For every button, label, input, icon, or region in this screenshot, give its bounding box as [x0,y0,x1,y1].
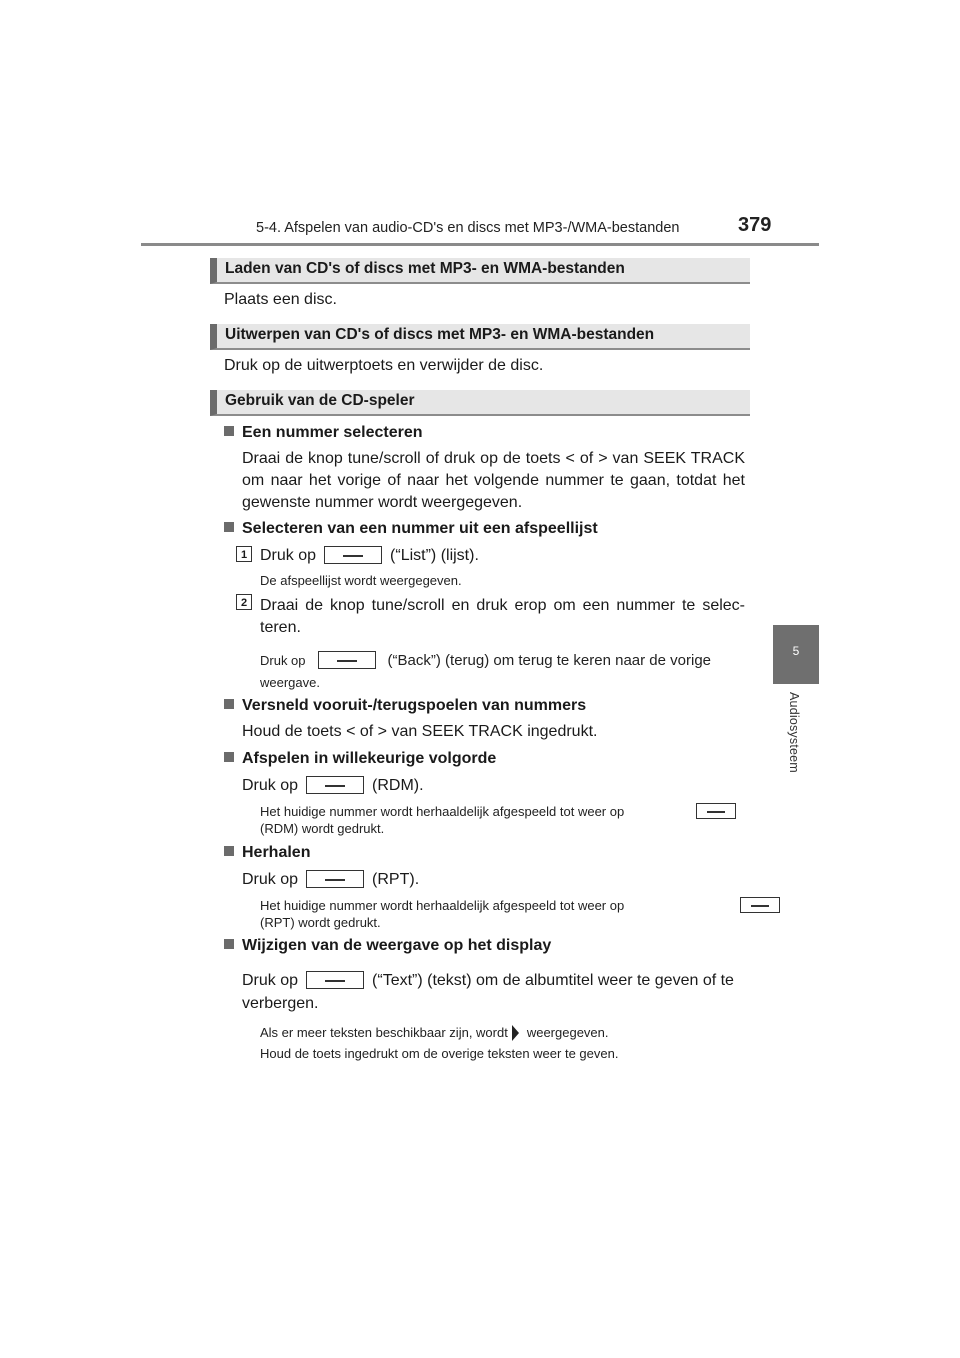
playlist-step-2-note-line2: weergave. [260,675,320,690]
random-heading: Afspelen in willekeurige volgorde [224,750,496,768]
playlist-heading: Selecteren van een nummer uit een afspeellijst [224,520,598,538]
more-text-arrow-icon [512,1025,519,1041]
repeat-note-line1: Het huidige nummer wordt herhaaldelijk afgespeeld tot weer op [260,898,625,913]
step-number-1: 1 [236,546,252,562]
repeat-note-line2: (RPT) wordt gedrukt. [260,915,381,930]
seek-text: Houd de toets < of > van SEEK TRACK ingedrukt. [242,723,598,740]
section-heading-usage [210,390,750,416]
section-heading-eject-text: Uitwerpen van CD's of discs met MP3- en WMA-bestanden [225,326,655,343]
list-button-icon [324,546,382,564]
chapter-tab-label: Audiosysteem [787,692,801,773]
seek-heading: Versneld vooruit-/terugspoelen van nummers [224,697,586,715]
bullet-square-icon [224,522,234,532]
back-button-icon [318,651,376,669]
repeat-text: Druk op (RPT). [242,871,420,888]
playlist-step-2-note: Druk op (“Back”) (terug) om terug te keren naar de vorige [260,652,711,669]
display-text-line2: verbergen. [242,995,319,1012]
display-text: Druk op (“Text”) (tekst) om de albumtitel weer te geven of te [242,972,734,989]
repeat-heading: Herhalen [224,844,310,862]
select-track-text: Draai de knop tune/scroll of druk op de toets < of > van SEEK TRACK om naar het vorige of naar het volgende nummer te gaan, totdat het gewenste nummer wordt weergegeven. [242,450,745,511]
random-note-line1: Het huidige nummer wordt herhaaldelijk afgespeeld tot weer op [260,804,625,819]
page-number: 379 [738,214,772,236]
load-instruction: Plaats een disc. [224,291,337,308]
bullet-square-icon [224,426,234,436]
bullet-square-icon [224,699,234,709]
section-heading-usage-text: Gebruik van de CD-speler [225,392,415,409]
chapter-tab: 5 [773,625,819,684]
rdm-button-icon [696,803,736,819]
display-heading: Wijzigen van de weergave op het display [224,937,551,955]
bullet-square-icon [224,752,234,762]
display-note-2: Houd de toets ingedrukt om de overige teksten weer te geven. [260,1046,619,1061]
playlist-step-2: Draai de knop tune/scroll en druk erop om een nummer te selec- teren. [260,597,745,636]
random-note-line2: (RDM) wordt gedrukt. [260,821,385,836]
section-heading-eject [210,324,750,350]
text-button-icon [306,971,364,989]
eject-instruction: Druk op de uitwerptoets en verwijder de disc. [224,357,544,374]
playlist-step-1: Druk op (“List”) (lijst). [260,547,479,564]
select-track-heading: Een nummer selecteren [224,424,423,442]
rpt-button-icon [306,870,364,888]
section-heading-load [210,258,750,284]
display-note-1: Als er meer teksten beschikbaar zijn, wordt weergegeven. [260,1025,609,1040]
rpt-button-icon [740,897,780,913]
step-number-2: 2 [236,594,252,610]
bullet-square-icon [224,846,234,856]
bullet-square-icon [224,939,234,949]
random-text: Druk op (RDM). [242,777,424,794]
playlist-step-1-note: De afspeellijst wordt weergegeven. [260,573,462,588]
chapter-title: 5-4. Afspelen van audio-CD's en discs met MP3-/WMA-bestanden [256,220,680,236]
section-heading-load-text: Laden van CD's of discs met MP3- en WMA-bestanden [225,260,625,277]
rdm-button-icon [306,776,364,794]
header-rule [141,243,819,246]
